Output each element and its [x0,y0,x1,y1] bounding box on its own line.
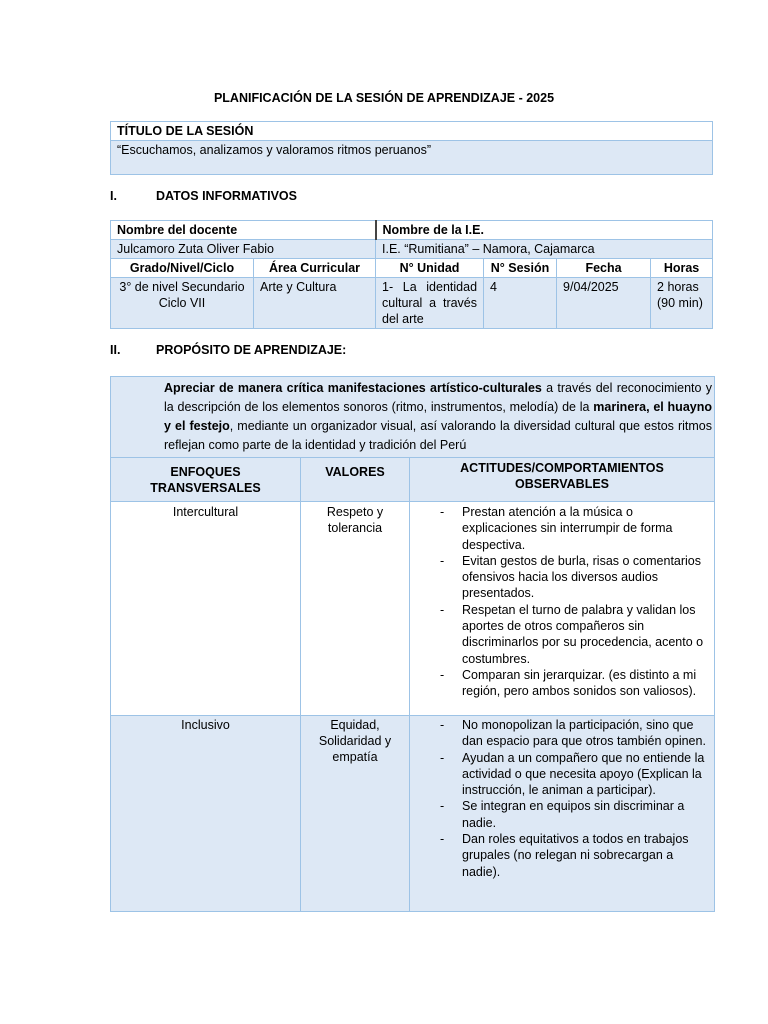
session-title-table [110,121,713,175]
purpose-cell [111,377,715,458]
values-inclusive: Equidad, Solidaridad y empatía [301,716,410,912]
teacher-label: Nombre del docente [111,221,376,240]
purpose-text-1: a través del reconocimiento y la descripción de los elementos sonoros (ritmo, instrumentos, melodía) de la [164,381,712,414]
attitudes-intercultural [410,502,715,716]
header-values: VALORES [301,458,410,502]
section-2-number: II. [110,343,121,357]
section-2-title: PROPÓSITO DE APRENDIZAJE: [156,343,347,357]
attitude-item: - Evitan gestos de burla, risas o comentarios ofensivos hacia los diversos audios presentados. [410,553,710,602]
purpose-bold-1: Apreciar de manera crítica manifestaciones artístico-culturales [164,381,542,395]
attitude-item: - Ayudan a un compañero que no entiende la actividad o que necesita apoyo (Explican la instrucción, le animan a participar). [410,750,710,799]
informative-data-table [110,220,713,329]
attitude-item: - Comparan sin jerarquizar. (es distinto a mi región, pero ambos sonidos son valiosos). [410,667,710,700]
session-title-label: TÍTULO DE LA SESIÓN [111,122,713,141]
attitudes-list-inclusive [410,717,710,880]
purpose-statement [111,377,712,457]
teacher-value: Julcamoro Zuta Oliver Fabio [111,240,376,259]
learning-purpose-table [110,376,715,912]
unit-value: 1- La identidad cultural a través del arte [376,278,484,329]
header-area: Área Curricular [254,259,376,278]
purpose-bold-2: marinera, el huayno y el festejo [164,400,712,433]
header-unit: N° Unidad [376,259,484,278]
section-1-number: I. [110,189,117,203]
session-value: 4 [484,278,557,329]
header-grade: Grado/Nivel/Ciclo [111,259,254,278]
attitude-item: - No monopolizan la participación, sino que dan espacio para que otros también opinen. [410,717,710,750]
header-session: N° Sesión [484,259,557,278]
attitude-item: - Prestan atención a la música o explicaciones sin interrumpir de forma despectiva. [410,504,710,553]
school-value: I.E. “Rumitiana” – Namora, Cajamarca [376,240,713,259]
approach-intercultural: Intercultural [111,502,301,716]
session-title-value: “Escuchamos, analizamos y valoramos ritmos peruanos” [111,141,713,175]
values-intercultural: Respeto y tolerancia [301,502,410,716]
attitude-item: - Respetan el turno de palabra y validan los aportes de otros compañeros sin discriminarlos por su procedencia, acento o costumbres. [410,602,710,667]
attitudes-inclusive [410,716,715,912]
header-approaches: ENFOQUES TRANSVERSALES [111,458,301,502]
attitude-item: - Se integran en equipos sin discriminar a nadie. [410,798,710,831]
attitudes-list-intercultural [410,504,710,700]
school-label: Nombre de la I.E. [376,221,713,240]
area-value: Arte y Cultura [254,278,376,329]
header-hours: Horas [651,259,713,278]
section-1-title: DATOS INFORMATIVOS [156,189,297,203]
header-attitudes: ACTITUDES/COMPORTAMIENTOS OBSERVABLES [410,458,715,502]
header-date: Fecha [557,259,651,278]
approach-inclusive: Inclusivo [111,716,301,912]
purpose-text-2: , mediante un organizador visual, así valorando la diversidad cultural que estos ritmos reflejan como parte de la identidad y tradición del Perú [164,419,713,452]
attitude-item: - Dan roles equitativos a todos en trabajos grupales (no relegan ni sobrecargan a nadie). [410,831,710,880]
hours-value: 2 horas (90 min) [651,278,713,329]
document-title: PLANIFICACIÓN DE LA SESIÓN DE APRENDIZAJE - 2025 [213,91,555,105]
date-value: 9/04/2025 [557,278,651,329]
grade-value: 3° de nivel Secundario Ciclo VII [111,278,254,329]
